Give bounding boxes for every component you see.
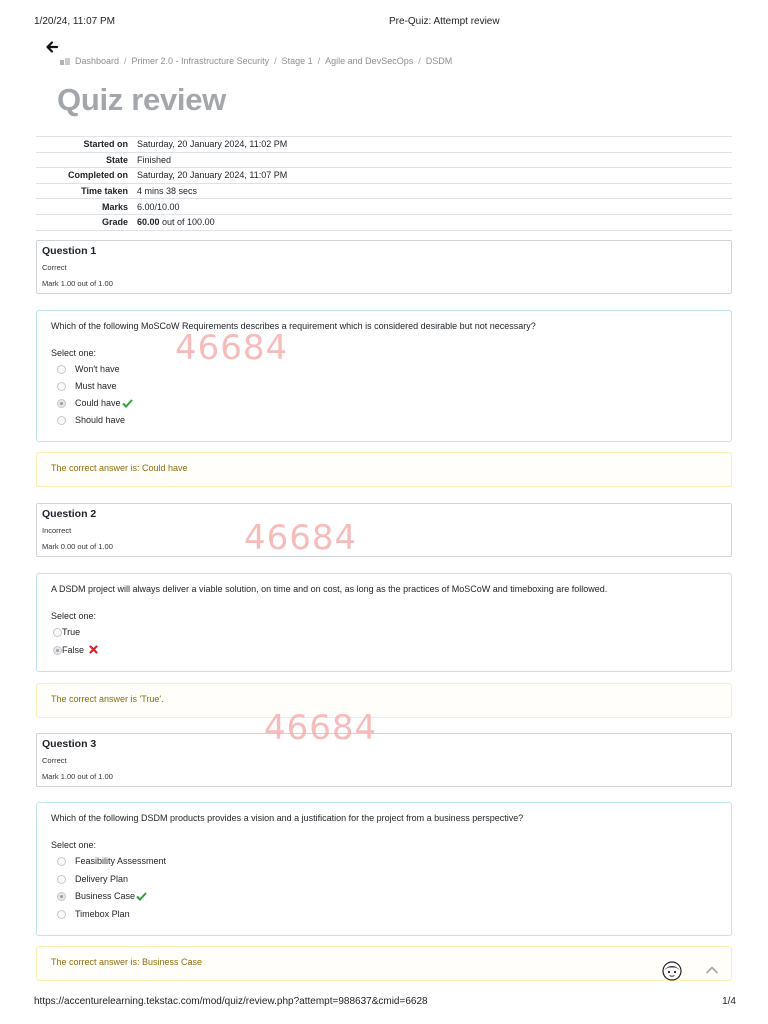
question-2-correct-answer: The correct answer is 'True'. bbox=[51, 694, 164, 704]
option-label: Must have bbox=[75, 381, 117, 391]
summary-row-marks bbox=[36, 199, 732, 215]
watermark: 46684 bbox=[264, 708, 378, 748]
summary-value bbox=[137, 214, 732, 230]
correct-check-icon bbox=[136, 892, 147, 901]
correct-check-icon bbox=[122, 399, 133, 408]
question-1-option-1[interactable] bbox=[57, 364, 120, 374]
summary-label: Started on bbox=[36, 137, 137, 153]
question-2-feedback bbox=[36, 683, 732, 718]
breadcrumb-section[interactable]: Agile and DevSecOps bbox=[325, 56, 414, 66]
question-3-prompt: Select one: bbox=[51, 840, 97, 850]
grade-out-of: out of 100.00 bbox=[159, 217, 215, 228]
radio-button[interactable] bbox=[53, 628, 62, 637]
radio-button[interactable] bbox=[57, 416, 66, 425]
radio-button[interactable] bbox=[57, 857, 66, 866]
option-label: True bbox=[62, 627, 81, 637]
question-3-info bbox=[36, 733, 732, 787]
breadcrumb-separator: / bbox=[317, 56, 321, 66]
summary-row-started bbox=[36, 137, 732, 153]
summary-label: Completed on bbox=[36, 168, 137, 184]
summary-value: 4 mins 38 secs bbox=[137, 183, 732, 199]
summary-value: 6.00/10.00 bbox=[137, 199, 732, 215]
question-2-state: Incorrect bbox=[42, 526, 72, 535]
back-to-top-icon[interactable] bbox=[704, 962, 720, 978]
summary-value: Finished bbox=[137, 152, 732, 168]
print-date: 1/20/24, 11:07 PM bbox=[34, 16, 115, 27]
question-1-feedback bbox=[36, 452, 732, 487]
question-2-prompt: Select one: bbox=[51, 611, 97, 621]
page-title: Quiz review bbox=[57, 82, 226, 117]
print-url: https://accenturelearning.tekstac.com/mod/quiz/review.php?attempt=988637&cmid=6628 bbox=[34, 996, 428, 1007]
watermark: 46684 bbox=[175, 328, 289, 368]
option-label: Timebox Plan bbox=[75, 909, 130, 919]
radio-button[interactable] bbox=[57, 875, 66, 884]
breadcrumb-separator: / bbox=[124, 56, 127, 66]
question-2-mark: Mark 0.00 out of 1.00 bbox=[42, 542, 113, 551]
summary-row-completed bbox=[36, 168, 732, 184]
summary-label: Marks bbox=[36, 199, 137, 215]
avatar-icon[interactable] bbox=[662, 961, 682, 981]
question-3-option-4[interactable] bbox=[57, 909, 130, 919]
option-label: Business Case bbox=[75, 891, 136, 901]
print-page-number: 1/4 bbox=[722, 996, 736, 1007]
summary-value: Saturday, 20 January 2024, 11:02 PM bbox=[137, 137, 732, 153]
radio-button[interactable] bbox=[57, 365, 66, 374]
summary-label: Time taken bbox=[36, 183, 137, 199]
question-1-state: Correct bbox=[42, 263, 67, 272]
question-3-content bbox=[36, 802, 732, 936]
summary-row-state bbox=[36, 152, 732, 168]
question-3-mark: Mark 1.00 out of 1.00 bbox=[42, 772, 113, 781]
incorrect-cross-icon bbox=[89, 645, 98, 654]
radio-button[interactable] bbox=[57, 382, 66, 391]
watermark: 46684 bbox=[244, 518, 358, 558]
question-2-text: A DSDM project will always deliver a viable solution, on time and on cost, as long as the practices of MoSCoW and timeboxing are followed. bbox=[51, 584, 608, 594]
option-label: Should have bbox=[75, 415, 126, 425]
question-3-feedback bbox=[36, 946, 732, 981]
question-1-prompt: Select one: bbox=[51, 348, 97, 358]
summary-label: State bbox=[36, 152, 137, 168]
question-2-title: Question 2 bbox=[42, 508, 97, 520]
back-arrow-icon[interactable] bbox=[44, 39, 60, 55]
question-3-option-3[interactable] bbox=[57, 891, 147, 901]
breadcrumb-stage[interactable]: Stage 1 bbox=[281, 56, 313, 66]
question-1-correct-answer: The correct answer is: Could have bbox=[51, 463, 188, 473]
radio-button-selected[interactable] bbox=[53, 646, 62, 655]
breadcrumb-dashboard[interactable]: Dashboard bbox=[75, 56, 120, 66]
option-label: Won't have bbox=[75, 364, 120, 374]
radio-button-selected[interactable] bbox=[57, 892, 66, 901]
summary-label: Grade bbox=[36, 214, 137, 230]
summary-row-time bbox=[36, 183, 732, 199]
question-3-correct-answer: The correct answer is: Business Case bbox=[51, 957, 203, 967]
summary-row-grade bbox=[36, 214, 732, 230]
question-3-title: Question 3 bbox=[42, 738, 97, 750]
option-label: Could have bbox=[75, 398, 121, 408]
question-1-option-3[interactable] bbox=[57, 398, 133, 408]
print-title: Pre-Quiz: Attempt review bbox=[389, 16, 500, 27]
breadcrumb-activity[interactable]: DSDM bbox=[425, 56, 453, 66]
question-2-content bbox=[36, 573, 732, 672]
breadcrumb bbox=[60, 56, 452, 66]
question-2-info bbox=[36, 503, 732, 557]
breadcrumb-separator: / bbox=[418, 56, 421, 66]
dashboard-home-icon bbox=[60, 57, 71, 65]
question-3-option-2[interactable] bbox=[57, 874, 128, 884]
grade-value: 60.00 bbox=[137, 217, 160, 228]
question-3-option-1[interactable] bbox=[57, 856, 166, 866]
breadcrumb-course[interactable]: Primer 2.0 - Infrastructure Security bbox=[131, 56, 270, 66]
option-label: False bbox=[62, 645, 85, 655]
print-header bbox=[34, 16, 736, 30]
question-2-option-2[interactable] bbox=[53, 645, 98, 655]
question-1-option-4[interactable] bbox=[57, 415, 125, 425]
question-1-content bbox=[36, 310, 732, 442]
question-1-text: Which of the following MoSCoW Requirements describes a requirement which is considered desirable but not necessary? bbox=[51, 321, 536, 331]
breadcrumb-separator: / bbox=[274, 56, 277, 66]
attempt-summary-table bbox=[36, 136, 732, 231]
question-3-state: Correct bbox=[42, 756, 67, 765]
question-2-option-1[interactable] bbox=[53, 627, 80, 637]
question-1-info bbox=[36, 240, 732, 294]
question-3-text: Which of the following DSDM products provides a vision and a justification for the project from a business perspective? bbox=[51, 813, 524, 823]
question-1-option-2[interactable] bbox=[57, 381, 117, 391]
radio-button[interactable] bbox=[57, 910, 66, 919]
option-label: Delivery Plan bbox=[75, 874, 129, 884]
radio-button-selected[interactable] bbox=[57, 399, 66, 408]
question-1-title: Question 1 bbox=[42, 245, 97, 257]
option-label: Feasibility Assessment bbox=[75, 856, 167, 866]
question-1-mark: Mark 1.00 out of 1.00 bbox=[42, 279, 113, 288]
summary-value: Saturday, 20 January 2024, 11:07 PM bbox=[137, 168, 732, 184]
print-footer bbox=[34, 996, 736, 1010]
